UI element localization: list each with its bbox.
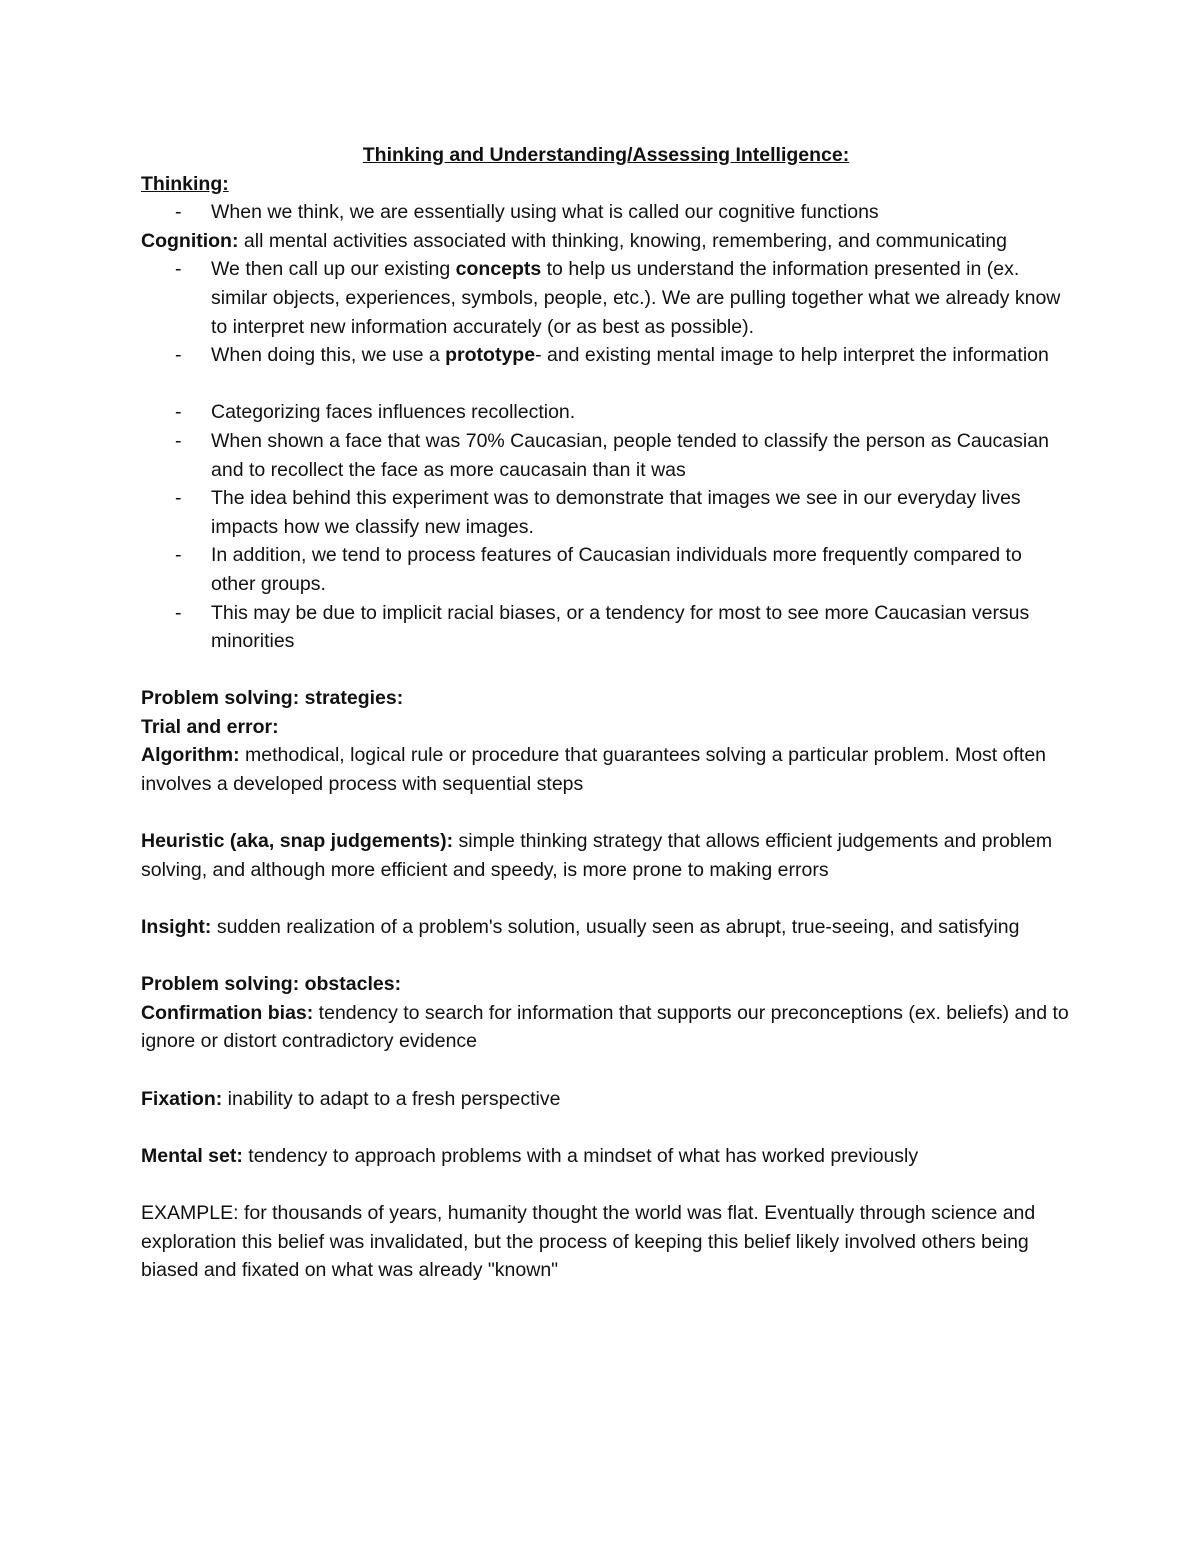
fixation-def: inability to adapt to a fresh perspective [222,1087,561,1110]
thinking-list [141,198,1071,227]
list-item [175,541,1071,598]
list-item-text: When shown a face that was 70% Caucasian, people tended to classify the person as Caucasian and to recollect the face as more caucasain than it was [211,429,1049,481]
confirmation-bias-term: Confirmation bias: [141,1001,314,1024]
obstacles-heading: Problem solving: obstacles: [141,973,402,996]
document-title: Thinking and Understanding/Assessing Intelligence: [362,144,850,166]
list-item-text: When we think, we are essentially using what is called our cognitive functions [211,201,879,224]
dash-bullet: - [175,344,182,367]
thinking-heading: Thinking: [141,172,229,195]
trial-and-error-heading: Trial and error: [141,715,279,738]
dash-bullet: - [175,544,182,567]
dash-bullet: - [175,487,182,510]
strategies-heading: Problem solving: strategies: [141,687,404,710]
spacer [141,656,1071,685]
heuristic-definition [141,827,1071,884]
list-item-text: The idea behind this experiment was to demonstrate that images we see in our everyday lives impacts how we classify new images. [211,487,1021,538]
prototype-term: prototype [445,344,536,367]
fixation-definition [141,1085,1071,1114]
list-item-text: We then call up our existing [211,258,456,281]
cognition-term: Cognition: [141,229,239,252]
confirmation-bias-def: tendency to search for information that supports our preconceptions (ex. beliefs) and to ignore or distort contradictory evidence [141,1001,1069,1053]
cognition-definition [141,227,1071,256]
mental-set-term: Mental set: [141,1144,243,1167]
dash-bullet: - [175,601,182,624]
faces-list [141,398,1071,655]
insight-term: Insight: [141,916,212,939]
dash-bullet: - [175,258,182,281]
dash-bullet: - [175,429,182,452]
insight-def: sudden realization of a problem's solution, usually seen as abrupt, true-seeing, and satisfying [211,916,1020,939]
mental-set-def: tendency to approach problems with a mindset of what has worked previously [242,1144,919,1167]
list-item-text: to help us understand the information presented in (ex. similar objects, experiences, symbols, people, etc.). We are pulling together what we already know to interpret new information accurately (or as best as possible). [211,258,1061,338]
list-item-text: Categorizing faces influences recollection. [211,401,576,424]
cognition-def: all mental activities associated with thinking, knowing, remembering, and communicating [238,229,1007,252]
spacer [141,370,1071,399]
algorithm-definition [141,741,1071,798]
confirmation-bias-definition [141,999,1071,1056]
mental-set-definition [141,1142,1071,1171]
list-item [175,427,1071,484]
list-item [175,255,1071,341]
concepts-term: concepts [455,258,542,281]
list-item [175,198,1071,227]
heuristic-def: simple thinking strategy that allows efficient judgements and problem solving, and although more efficient and speedy, is more prone to making errors [141,830,1053,881]
dash-bullet: - [175,201,182,224]
document-body [141,141,1071,1285]
example-paragraph: EXAMPLE: for thousands of years, humanity thought the world was flat. Eventually through science and exploration this belief was invalidated, but the process of keeping this belief likely involved others being biased and fixated on what was already "known" [141,1201,1036,1282]
list-item-text: When doing this, we use a [211,344,446,367]
list-item-text: - and existing mental image to help interpret the information [535,344,1049,367]
spacer [141,1056,1071,1085]
list-item [175,484,1071,541]
dash-bullet: - [175,401,182,424]
list-item-text: In addition, we tend to process features of Caucasian individuals more frequently compared to other groups. [211,544,1022,595]
spacer [141,884,1071,913]
list-item-text: This may be due to implicit racial biases, or a tendency for most to see more Caucasian versus minorities [211,601,1030,653]
spacer [141,1170,1071,1199]
fixation-term: Fixation: [141,1087,223,1110]
spacer [141,942,1071,971]
algorithm-def: methodical, logical rule or procedure that guarantees solving a particular problem. Most often involves a developed process with sequential steps [141,744,1047,796]
list-item [175,599,1071,656]
list-item [175,398,1071,427]
heuristic-term: Heuristic (aka, snap judgements): [141,830,454,853]
concepts-list [141,255,1071,369]
list-item [175,341,1071,370]
insight-definition [141,913,1071,942]
spacer [141,799,1071,828]
spacer [141,1113,1071,1142]
algorithm-term: Algorithm: [141,744,240,767]
